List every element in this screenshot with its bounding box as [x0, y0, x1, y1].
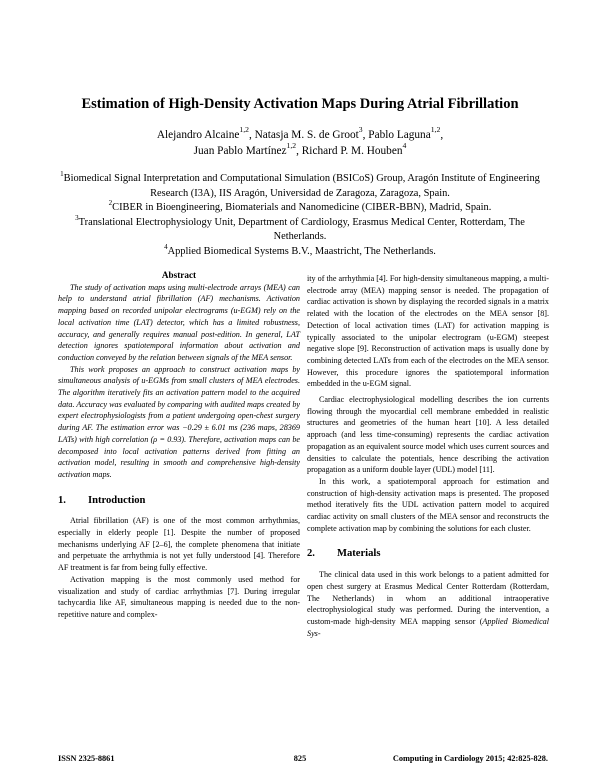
right-column — [307, 273, 549, 639]
author-name: Juan Pablo Martínez — [193, 145, 287, 157]
intro-paragraph-4: In this work, a spatiotemporal approach for estimation and construction of high-density activation maps is presented. The proposed method iteratively fits the UDL activation pattern model to acquired cardiac activity on small clusters of the MEA sensor and reconstructs the complete activation map by combining the solutions for each cluster. — [307, 476, 549, 533]
intro-continued-paragraph: ity of the arrhythmia [4]. For high-density simultaneous mapping, a multi-electrode array (MEA) mapping sensor is needed. The propagation of cardiac activation is shown by displaying the recorded signals in a matrix related with the location of the electrodes on the MEA sensor [8]. Detection of local activation times (LAT) for activation mapping is typically associated to the unipolar electrogram (u-EGM) steepest negative slope [9]. Reconstruction of activation maps is usually done by combining detected LATs from each of the electrodes on the MEA sensor. However, this procedure ignores the spatiotemporal information embedded in the u-EGM signal. — [307, 274, 549, 389]
affil-text: Applied Biomedical Systems B.V., Maastricht, The Netherlands. — [167, 245, 436, 257]
section-title: Introduction — [87, 494, 146, 506]
footer-page-number: 825 — [293, 754, 307, 763]
affil-sup: 3 — [75, 213, 79, 222]
abstract-paragraph-1: The study of activation maps using multi-electrode arrays (MEA) can help to understand atrial fibrillation (AF) mechanisms. Activation mapping based on recorded unipolar electrograms (u-EGM) rely on the local activation time (LAT) detector, which has a limited robustness, accuracy, and generally requires manual post-edition. In general, LAT detection ignores spatiotemporal information about activation and conduction conveyed by the relation between signals of the MEA sensor. — [58, 282, 300, 362]
section-number: 1. — [58, 494, 66, 506]
affiliation — [50, 242, 550, 260]
affil-sup: 2 — [108, 199, 113, 208]
footer-citation: Computing in Cardiology 2015; 42:825-828. — [392, 754, 548, 763]
section-heading-materials — [307, 548, 549, 560]
author-name: Pablo Laguna — [368, 129, 431, 141]
author-name: Richard P. M. Houben — [301, 145, 403, 157]
intro-paragraph-3: Cardiac electrophysiological modelling describes the ion currents flowing through the myocardial cell membrane embedded in realistic structures and geometries of the human heart [10]. A less detailed approach (and less time-consuming) represents the cardiac activation propagation as an equivalent source model which uses current sources and densities to calculate the potentials, hence describing the activation propagation as a uniform double layer (UDL) model [11]. — [307, 395, 549, 475]
materials-text: The clinical data used in this work belongs to a patient admitted for open chest surgery at Erasmus Medical Center Rotterdam (Rotterdam, The Netherlands) in whom an additional intraoperative electrophysiological study was performed. During the intervention, a custom-made high-density MEA mapping sensor ( — [307, 570, 549, 626]
section-title: Materials — [336, 548, 381, 560]
author-list — [0, 127, 600, 159]
author-line-1: Alejandro Alcaine$^{1,2}$, Natasja M. S. de Groot$^3$, Pablo Laguna$^{1,2}$, — [156, 125, 444, 141]
author-affil-sup: 4 — [402, 141, 407, 151]
abstract-paragraph-2: This work proposes an approach to construct activation maps by simultaneous analysis of u-EGMs from small clusters of MEA electrodes. The algorithm iteratively fits an activation pattern model to the acquired data. Accuracy was evaluated by comparing with audited maps created by expert electrophysiologists from a patient undergoing open-chest surgery during AF. The estimation error was −0.29 ± 6.01 ms (236 maps, 28369 LATs) with high correlation (ρ = 0.93). Therefore, activation maps can be decomposed into local activation patterns derived from fitting an activation model, resulting in smooth and comprehensive high-density activation maps. — [58, 364, 300, 479]
affiliation — [50, 213, 550, 245]
footer-issn: ISSN 2325-8861 — [58, 754, 115, 763]
affiliation — [50, 201, 550, 216]
author-affil-sup: 1,2 — [239, 125, 249, 135]
affil-text: Biomedical Signal Interpretation and Computational Simulation (BSICoS) Group, Aragón Institute of Engineering Research (I3A), IIS Aragón, Universidad de Zaragoza, Zaragoza, Spain. — [63, 173, 540, 199]
affiliation — [50, 169, 550, 201]
author-name: Natasja M. S. de Groot — [254, 129, 359, 141]
section-number: 2. — [307, 548, 315, 560]
affil-text: Translational Electrophysiology Unit, Department of Cardiology, Erasmus Medical Center, Rotterdam, The Netherlands. — [78, 216, 525, 243]
author-affil-sup: 1,2 — [286, 141, 297, 151]
author-name: Alejandro Alcaine — [156, 129, 240, 141]
left-column — [58, 270, 300, 621]
affil-sup: 4 — [164, 242, 168, 251]
affil-sup: 1 — [60, 169, 64, 178]
author-line-2: Juan Pablo Martínez$^{1,2}$, Richard P. M. Houben$^4$ — [193, 141, 407, 157]
author-affil-sup: 3 — [358, 125, 363, 135]
affil-text: CIBER in Bioengineering, Biomaterials and Nanomedicine (CIBER-BBN), Madrid, Spain. — [112, 202, 492, 214]
intro-paragraph-2: Activation mapping is the most commonly used method for visualization and study of cardiac arrhythmias [7]. During irregular tachycardia like AF, simultaneous mapping is needed due to the non-repetitive nature and complex- — [58, 574, 300, 619]
paper-title: Estimation of High-Density Activation Maps During Atrial Fibrillation — [81, 96, 519, 112]
abstract-heading: Abstract — [161, 270, 197, 280]
author-affil-sup: 1,2 — [430, 125, 441, 135]
materials-paragraph-1 — [307, 569, 549, 639]
intro-paragraph-1: Atrial fibrillation (AF) is one of the most common arrhythmias, especially in elderly people [1]. Despite the number of proposed mechanisms underlying AF [2–6], the complete phenomena that initiate and perpetuate the arrhythmia is not yet fully understood [4]. Therefore AF treatment is far from being fully effective. — [58, 516, 300, 573]
affiliation-list — [50, 169, 550, 260]
materials-text-italic: Applied Biomedical Sys- — [307, 616, 549, 638]
section-heading-introduction — [58, 495, 300, 507]
